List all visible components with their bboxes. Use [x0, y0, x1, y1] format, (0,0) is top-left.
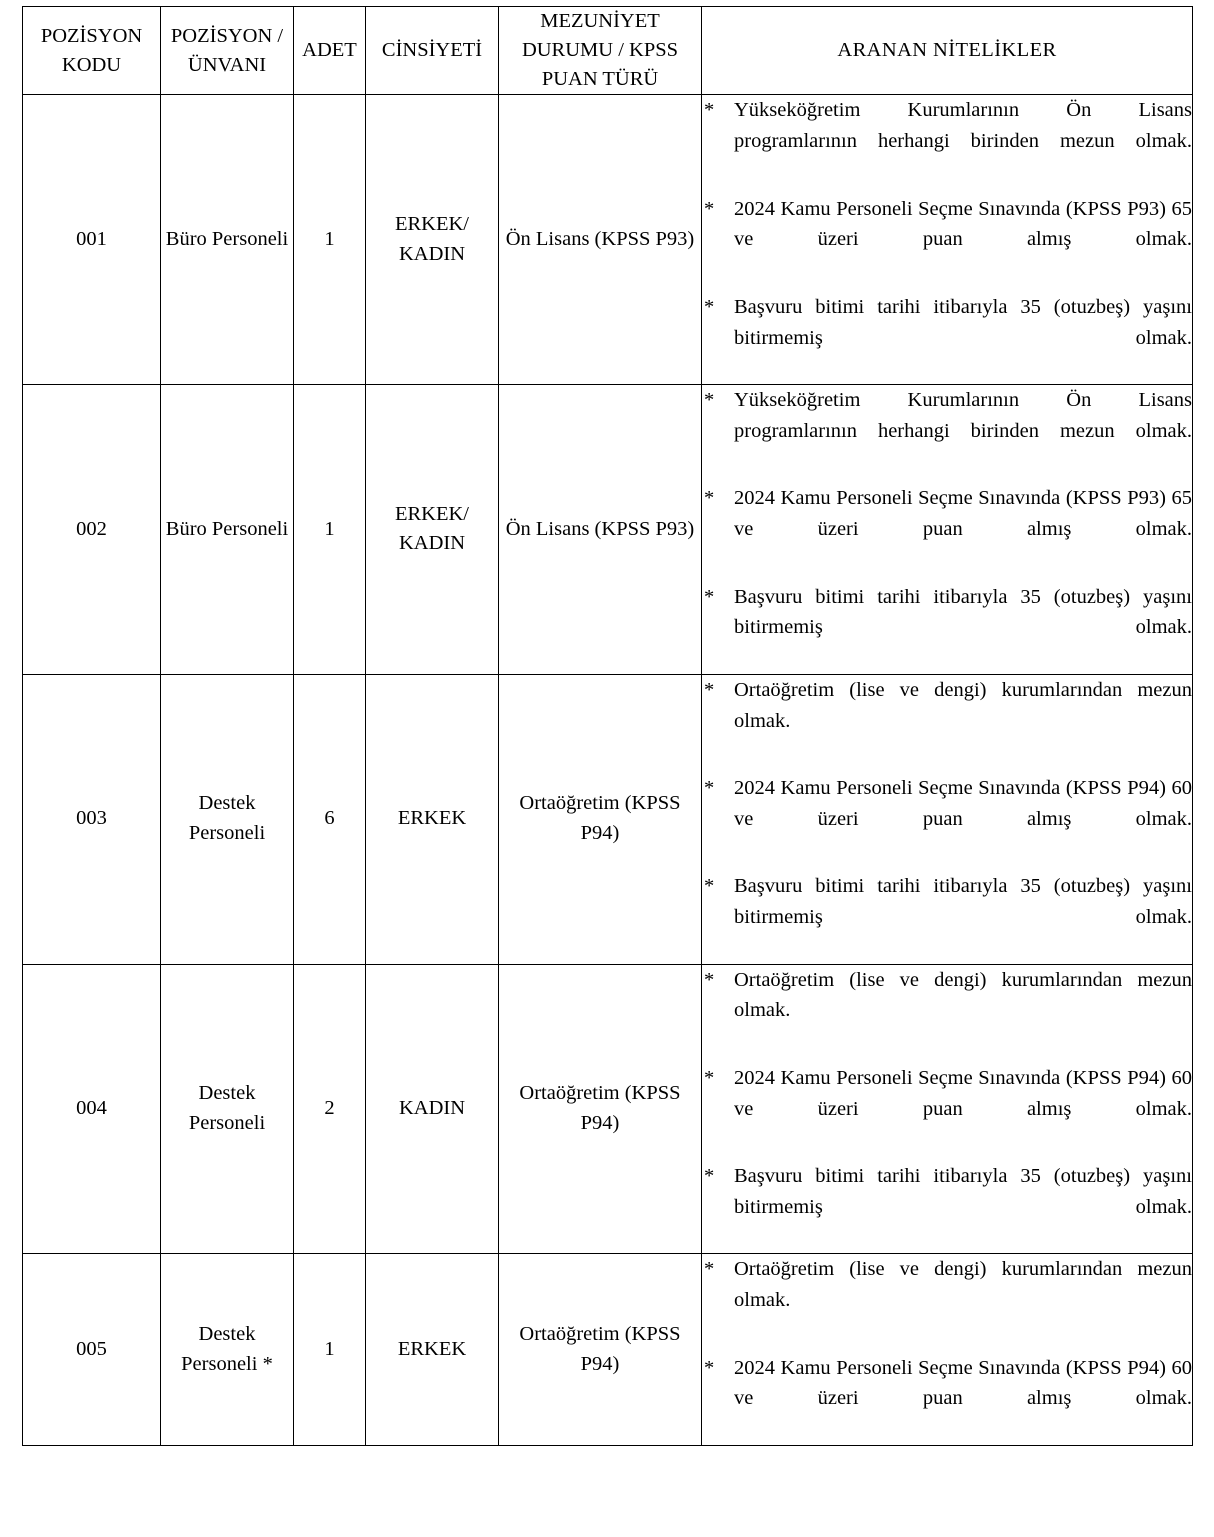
- cell-required-qualifications: [702, 1254, 1193, 1446]
- cell-position-title: Destek Personeli: [161, 674, 294, 964]
- column-header-position-title: POZİSYON /ÜNVANI: [161, 7, 294, 95]
- asterisk-bullet-icon: *: [704, 295, 715, 318]
- cell-position-code: 005: [23, 1254, 161, 1446]
- table-row: [23, 674, 1193, 964]
- cell-position-code: 004: [23, 964, 161, 1254]
- qualification-text: Ortaöğretim (lise ve dengi) kurumlarından mezun olmak.: [734, 968, 1192, 1022]
- cell-quantity: 1: [294, 385, 366, 675]
- table-row: [23, 385, 1193, 675]
- asterisk-bullet-icon: *: [704, 99, 715, 122]
- cell-position-title: Destek Personeli *: [161, 1254, 294, 1446]
- qualification-text: Başvuru bitimi tarihi itibarıyla 35 (otuzbeş) yaşını bitirmemiş olmak.: [734, 1165, 1192, 1218]
- table-header-row: [23, 7, 1193, 95]
- cell-quantity: 1: [294, 1254, 366, 1446]
- qualification-list: [702, 675, 1192, 964]
- cell-quantity: 6: [294, 674, 366, 964]
- column-header-position-code: POZİSYON KODU: [23, 7, 161, 95]
- asterisk-bullet-icon: *: [704, 1066, 715, 1089]
- cell-education-kpss: Ortaöğretim (KPSS P94): [499, 964, 702, 1254]
- qualification-list: [702, 95, 1192, 384]
- cell-education-kpss: Ortaöğretim (KPSS P94): [499, 674, 702, 964]
- asterisk-bullet-icon: *: [704, 678, 715, 701]
- qualification-item: [702, 194, 1192, 286]
- cell-gender: ERKEK/ KADIN: [366, 95, 499, 385]
- table-row: [23, 1254, 1193, 1446]
- qualification-text: Yükseköğretim Kurumlarının Ön Lisans programlarının herhangi birinden mezun olmak.: [734, 389, 1192, 442]
- qualification-item: [702, 385, 1192, 477]
- cell-required-qualifications: [702, 95, 1193, 385]
- table-body: [23, 95, 1193, 1446]
- qualification-text: 2024 Kamu Personeli Seçme Sınavında (KPSS P93) 65 ve üzeri puan almış olmak.: [734, 487, 1192, 541]
- asterisk-bullet-icon: *: [704, 389, 715, 412]
- cell-education-kpss: Ön Lisans (KPSS P93): [499, 95, 702, 385]
- table-row: [23, 95, 1193, 385]
- qualification-text: Başvuru bitimi tarihi itibarıyla 35 (otuzbeş) yaşını bitirmemiş olmak.: [734, 875, 1192, 929]
- qualification-text: 2024 Kamu Personeli Seçme Sınavında (KPSS P93) 65 ve üzeri puan almış olmak.: [734, 197, 1192, 251]
- qualification-item: [702, 675, 1192, 767]
- asterisk-bullet-icon: *: [704, 875, 715, 898]
- qualification-text: 2024 Kamu Personeli Seçme Sınavında (KPSS P94) 60 ve üzeri puan almış olmak.: [734, 1066, 1192, 1120]
- qualification-item: [702, 292, 1192, 384]
- qualification-text: Ortaöğretim (lise ve dengi) kurumlarından mezun olmak.: [734, 678, 1192, 732]
- qualification-item: [702, 871, 1192, 963]
- asterisk-bullet-icon: *: [704, 1356, 715, 1379]
- qualification-text: 2024 Kamu Personeli Seçme Sınavında (KPSS P94) 60 ve üzeri puan almış olmak.: [734, 777, 1192, 830]
- column-header-quantity: ADET: [294, 7, 366, 95]
- column-header-education-kpss: MEZUNİYET DURUMU / KPSS PUAN TÜRÜ: [499, 7, 702, 95]
- qualification-text: Yükseköğretim Kurumlarının Ön Lisans programlarının herhangi birinden mezun olmak.: [734, 99, 1192, 153]
- cell-position-code: 003: [23, 674, 161, 964]
- qualification-text: 2024 Kamu Personeli Seçme Sınavında (KPSS P94) 60 ve üzeri puan almış olmak.: [734, 1356, 1192, 1410]
- cell-gender: ERKEK/ KADIN: [366, 385, 499, 675]
- qualification-item: [702, 965, 1192, 1057]
- cell-gender: ERKEK: [366, 1254, 499, 1446]
- cell-gender: ERKEK: [366, 674, 499, 964]
- cell-required-qualifications: [702, 674, 1193, 964]
- cell-quantity: 1: [294, 95, 366, 385]
- asterisk-bullet-icon: *: [704, 777, 715, 800]
- table-header: [23, 7, 1193, 95]
- cell-position-code: 002: [23, 385, 161, 675]
- cell-position-code: 001: [23, 95, 161, 385]
- cell-education-kpss: Ön Lisans (KPSS P93): [499, 385, 702, 675]
- qualification-text: Başvuru bitimi tarihi itibarıyla 35 (otuzbeş) yaşını bitirmemiş olmak.: [734, 585, 1192, 639]
- cell-required-qualifications: [702, 964, 1193, 1254]
- qualification-item: [702, 1254, 1192, 1346]
- qualification-list: [702, 385, 1192, 674]
- qualification-item: [702, 95, 1192, 187]
- qualification-text: Başvuru bitimi tarihi itibarıyla 35 (otuzbeş) yaşını bitirmemiş olmak.: [734, 295, 1192, 349]
- column-header-gender: CİNSİYETİ: [366, 7, 499, 95]
- asterisk-bullet-icon: *: [704, 197, 715, 220]
- qualification-item: [702, 773, 1192, 865]
- cell-gender: KADIN: [366, 964, 499, 1254]
- table-row: [23, 964, 1193, 1254]
- qualification-item: [702, 1161, 1192, 1253]
- asterisk-bullet-icon: *: [704, 968, 715, 991]
- cell-education-kpss: Ortaöğretim (KPSS P94): [499, 1254, 702, 1446]
- qualification-item: [702, 483, 1192, 575]
- asterisk-bullet-icon: *: [704, 585, 715, 608]
- asterisk-bullet-icon: *: [704, 1258, 715, 1281]
- qualification-text: Ortaöğretim (lise ve dengi) kurumlarından mezun olmak.: [734, 1258, 1192, 1312]
- qualification-item: [702, 1353, 1192, 1445]
- cell-required-qualifications: [702, 385, 1193, 675]
- qualification-item: [702, 1063, 1192, 1155]
- cell-quantity: 2: [294, 964, 366, 1254]
- cell-position-title: Destek Personeli: [161, 964, 294, 1254]
- asterisk-bullet-icon: *: [704, 1165, 715, 1188]
- qualification-item: [702, 582, 1192, 674]
- column-header-required-qualifications: ARANAN NİTELİKLER: [702, 7, 1193, 95]
- cell-position-title: Büro Personeli: [161, 385, 294, 675]
- asterisk-bullet-icon: *: [704, 487, 715, 510]
- qualification-list: [702, 1254, 1192, 1445]
- qualification-list: [702, 965, 1192, 1254]
- cell-position-title: Büro Personeli: [161, 95, 294, 385]
- positions-table: [22, 6, 1193, 1446]
